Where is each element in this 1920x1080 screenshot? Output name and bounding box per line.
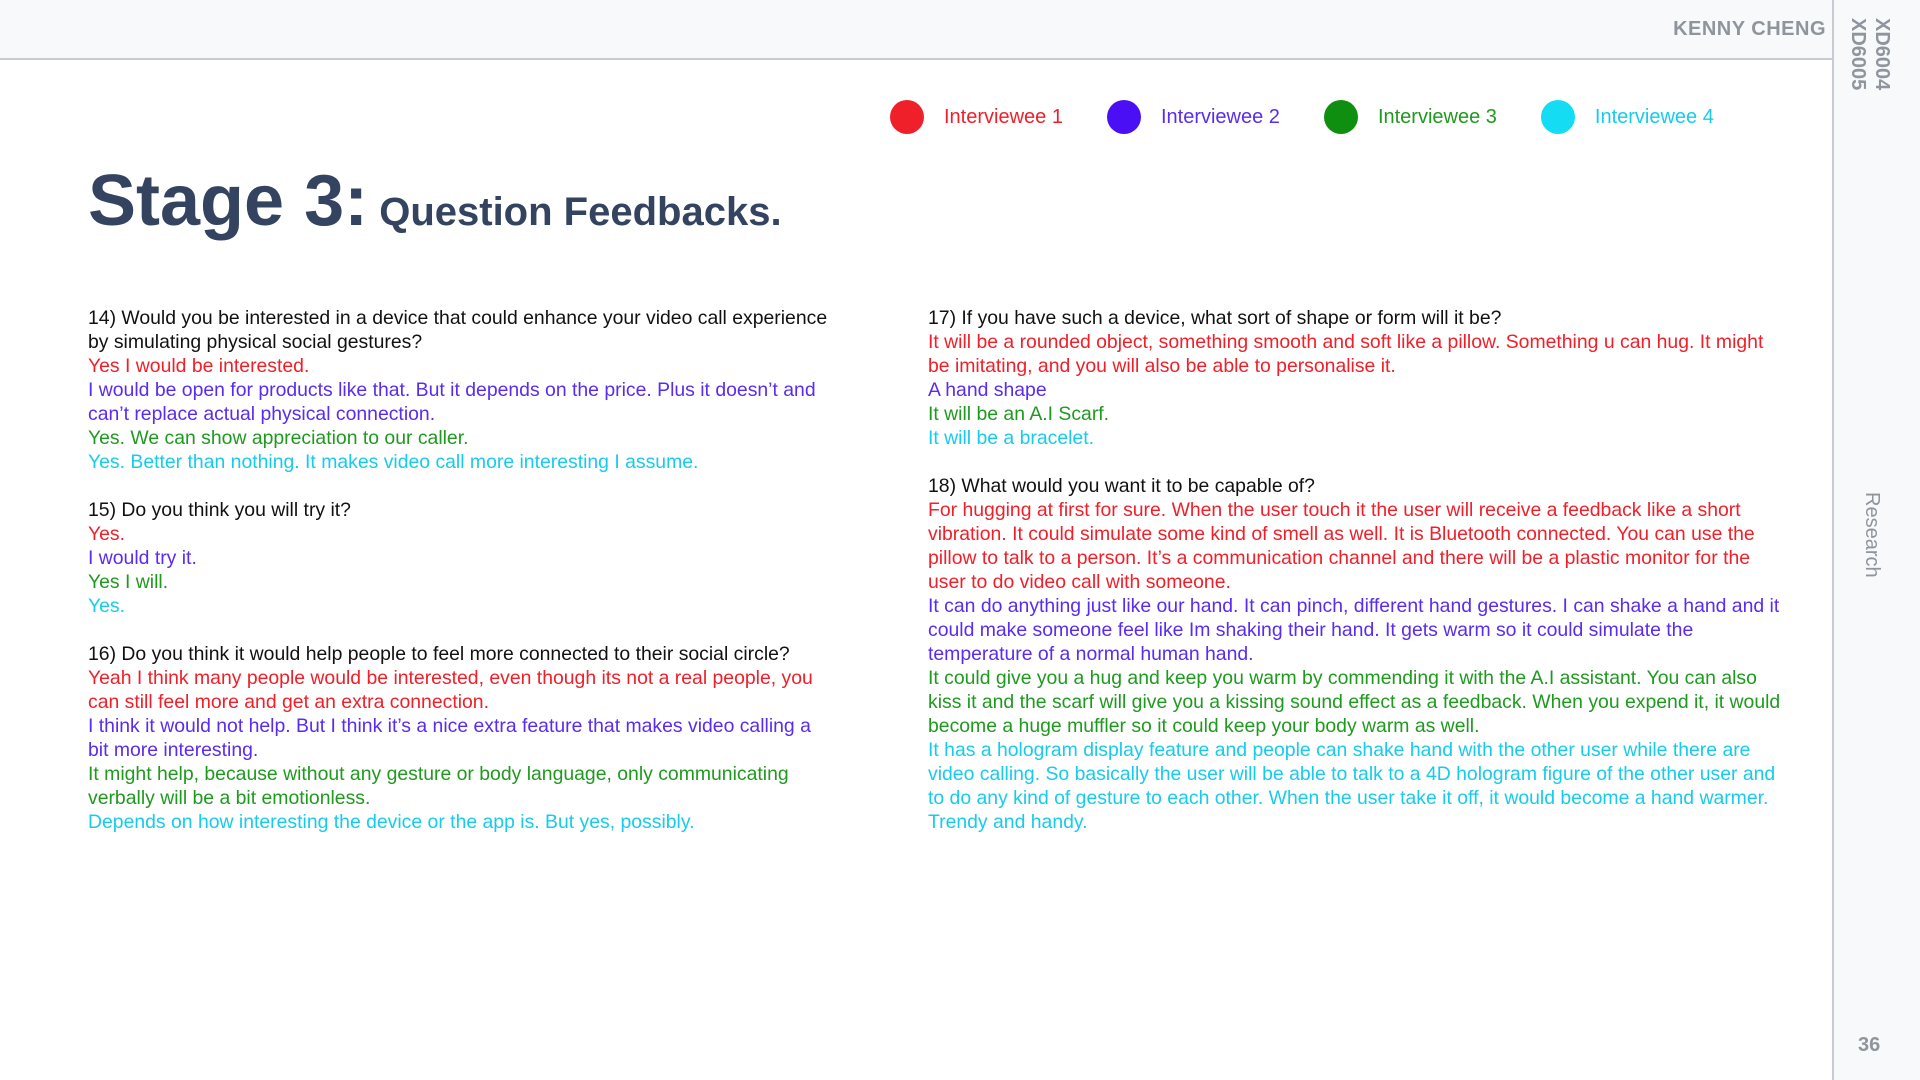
question-block-14	[88, 306, 828, 474]
question-block-17	[928, 306, 1788, 450]
cyan-dot-icon	[1541, 100, 1575, 134]
answer-interviewee-4: It will be a bracelet.	[928, 427, 1094, 449]
answer-interviewee-3: It could give you a hug and keep you warm by commending it with the A.I assistant. You can also kiss it and the scarf will give you a kissing sound effect as a feedback. When you expend it, it would become a huge muffler so it could keep your body warm as well.	[928, 667, 1781, 737]
question-text: 15) Do you think you will try it?	[88, 499, 351, 521]
answer-interviewee-3: It might help, because without any gesture or body language, only communicating verbally will be a bit emotionless.	[88, 763, 789, 809]
right-column	[928, 306, 1788, 858]
left-column	[88, 306, 828, 858]
author-name: KENNY CHENG	[1673, 18, 1826, 40]
top-bar	[0, 0, 1832, 60]
answer-interviewee-1: Yeah I think many people would be interested, even though its not a real people, you can still feel more and get an extra connection.	[88, 667, 813, 713]
legend-item-interviewee-4	[1541, 100, 1714, 134]
legend-item-interviewee-1	[890, 100, 1063, 134]
legend-item-interviewee-2	[1107, 100, 1280, 134]
answer-interviewee-2: It can do anything just like our hand. It can pinch, different hand gestures. I can shake a hand and it could make someone feel like Im shaking their hand. It gets warm so it could simulate the temperature of a normal human hand.	[928, 595, 1780, 665]
answer-interviewee-1: Yes.	[88, 523, 126, 545]
green-dot-icon	[1324, 100, 1358, 134]
section-label: Research	[1861, 492, 1883, 578]
question-block-15	[88, 498, 828, 618]
legend-item-interviewee-3	[1324, 100, 1497, 134]
course-codes	[1846, 18, 1894, 90]
question-text: 14) Would you be interested in a device that could enhance your video call experience by simulating physical social gestures?	[88, 307, 828, 353]
question-block-16	[88, 642, 828, 834]
red-dot-icon	[890, 100, 924, 134]
question-text: 17) If you have such a device, what sort of shape or form will it be?	[928, 307, 1502, 329]
course-code: XD6004	[1871, 18, 1893, 91]
page-title-sub: Question Feedbacks.	[368, 190, 782, 234]
answer-interviewee-2: A hand shape	[928, 379, 1047, 401]
legend-label: Interviewee 4	[1594, 105, 1714, 128]
answer-interviewee-1: For hugging at first for sure. When the user touch it the user will receive a feedback like a short vibration. It could simulate some kind of smell as well. It is Bluetooth connected. You can use the pillow to talk to a person. It’s a communication channel and there will be a plastic monitor for the user to do video call with someone.	[928, 499, 1755, 593]
answer-interviewee-4: Yes. Better than nothing. It makes video call more interesting I assume.	[88, 451, 699, 473]
page-title	[88, 160, 782, 242]
interviewee-legend	[890, 100, 1714, 134]
page-number: 36	[1858, 1034, 1881, 1056]
answer-interviewee-3: It will be an A.I Scarf.	[928, 403, 1110, 425]
answer-interviewee-1: Yes I would be interested.	[88, 355, 310, 377]
question-block-18	[928, 474, 1788, 834]
answer-interviewee-2: I think it would not help. But I think it’s a nice extra feature that makes video calling a bit more interesting.	[88, 715, 811, 761]
legend-label: Interviewee 2	[1160, 105, 1280, 128]
question-text: 18) What would you want it to be capable of?	[928, 475, 1315, 497]
legend-label: Interviewee 3	[1377, 105, 1497, 128]
legend-label: Interviewee 1	[944, 105, 1063, 128]
purple-dot-icon	[1107, 100, 1141, 134]
answer-interviewee-4: Depends on how interesting the device or the app is. But yes, possibly.	[88, 811, 695, 833]
answer-interviewee-4: It has a hologram display feature and people can shake hand with the other user while there are video calling. So basically the user will be able to talk to a 4D hologram figure of the other user and to do any kind of gesture to each other. When the user take it off, it would become a hand warmer. Trendy and handy.	[928, 739, 1776, 833]
answer-interviewee-4: Yes.	[88, 595, 126, 617]
answer-interviewee-3: Yes I will.	[88, 571, 169, 593]
course-code: XD6005	[1847, 18, 1869, 91]
answer-interviewee-3: Yes. We can show appreciation to our caller.	[88, 427, 469, 449]
answer-interviewee-1: It will be a rounded object, something smooth and soft like a pillow. Something u can hug. It might be imitating, and you will also be able to personalise it.	[928, 331, 1764, 377]
answer-interviewee-2: I would try it.	[88, 547, 197, 569]
question-text: 16) Do you think it would help people to feel more connected to their social circle?	[88, 643, 790, 665]
page-title-main: Stage 3:	[88, 161, 369, 241]
answer-interviewee-2: I would be open for products like that. But it depends on the price. Plus it doesn’t and can’t replace actual physical connection.	[88, 379, 816, 425]
